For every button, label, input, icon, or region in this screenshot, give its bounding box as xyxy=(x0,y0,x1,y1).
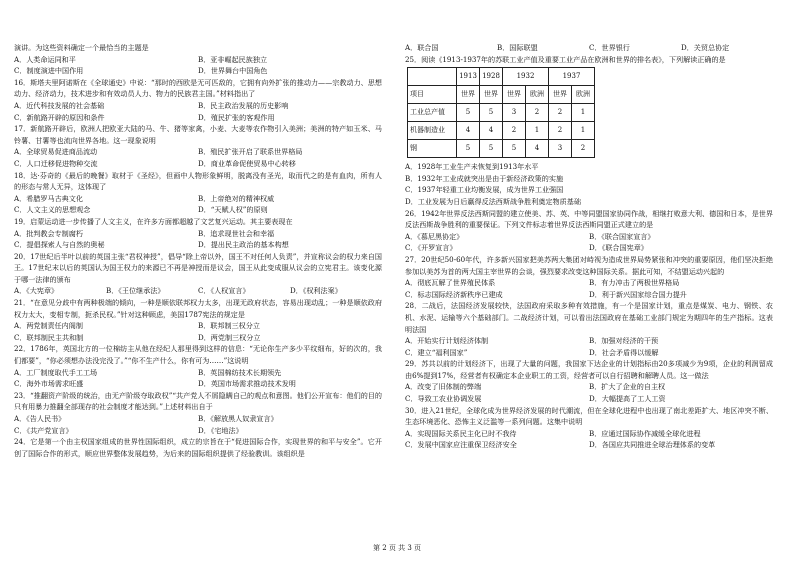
option: C．标志国际经济新秩序已建成 xyxy=(405,289,503,299)
table-header-cell: 欧洲 xyxy=(526,86,549,104)
option: D．世界舞台中国角色 xyxy=(198,66,268,76)
option: C．提倡探索人与自然的奥秘 xyxy=(14,240,105,250)
option-row xyxy=(14,413,382,425)
option-row xyxy=(14,146,382,158)
option: D．英国市场需求推动技术发明 xyxy=(198,379,296,389)
option: D．各国应共同推进全球治理体系的变革 xyxy=(589,440,716,450)
question-text: 29．苏共以前的计划经济下，出现了大量的问题，我国家下达企业的计划指标由20多项减少为9项，企业的利润留成由6%提到17%，经营者有权确定本企业职工的工资，经营者可以自行招聘和解聘人员。这一做法 xyxy=(405,359,773,380)
question-text: B．1932年工业成就突出是由于新经济政策的实施 xyxy=(405,173,564,183)
option-row xyxy=(14,332,382,344)
option: D．商业革命促使贸易中心转移 xyxy=(198,158,296,168)
option: B．加强对经济的干预 xyxy=(589,336,659,346)
option: B．《联合国家宣言》 xyxy=(589,231,655,241)
option-row xyxy=(14,54,382,66)
option: D．“天赋人权”的原则 xyxy=(198,205,268,215)
option-row xyxy=(405,42,773,54)
table-cell: 工业总产值 xyxy=(408,104,457,122)
option: B．《解放黑人奴隶宣言》 xyxy=(198,414,278,423)
option: B．亚非崛起民族独立 xyxy=(198,54,268,64)
option: B．扩大了企业的自主权 xyxy=(589,382,666,392)
option: D．殖民扩张的客观作用 xyxy=(198,112,275,122)
option: C．建立“福利国家” xyxy=(405,347,468,357)
option-row xyxy=(405,231,773,243)
option: C．《人权宣言》 xyxy=(198,286,250,296)
option: A．希腊罗马古典文化 xyxy=(14,193,83,203)
option-row xyxy=(14,320,382,332)
question-text: 23．“推翻资产阶级的统治，由无产阶级夺取政权”“共产党人不屑隐瞒自己的观点和意图。他们公开宣布：他们的目的只有用暴力推翻全部现存的社会制度才能达到。”上述材料出自于 xyxy=(14,390,382,412)
option: A．两党制责任内阁制 xyxy=(14,321,83,331)
option: C．制度演进中国作用 xyxy=(14,66,84,76)
option: D．利于新兴国家综合国力提升 xyxy=(589,289,687,299)
table-cell: 1 xyxy=(572,122,595,140)
option-row xyxy=(14,158,382,170)
option: C．发展中国家应注重保卫经济安全 xyxy=(405,440,517,450)
table-header-cell: 项目 xyxy=(408,86,457,104)
option: D．关贸总协定 xyxy=(681,43,730,52)
table-cell: 5 xyxy=(480,104,503,122)
question-text: 30．进入21世纪，全球化成为世界经济发展的时代潮流，但在全球化进程中也出现了南北差距扩大、地区冲突不断、生态环境恶化、恐怖主义泛滥等一系列问题。这集中说明 xyxy=(405,405,773,427)
question-text: 26．1942年世界反法西斯同盟的建立使美、苏、英、中等同盟国家协同作战，相继打败意大利、德国和日本，是世界反法西斯战争胜利的重要保证。下列文件标志着世界反法西斯同盟正式建立的是 xyxy=(405,208,773,230)
table-cell: 3 xyxy=(503,104,526,122)
table-header-cell: 欧洲 xyxy=(572,86,595,104)
option: D．《联合国宪章》 xyxy=(589,243,648,253)
table-header-cell: 世界 xyxy=(549,86,572,104)
table-header-cell: 1928 xyxy=(480,68,503,86)
option-row xyxy=(405,335,773,347)
option: D．《宅地法》 xyxy=(198,425,243,435)
left-column xyxy=(14,42,382,459)
option-row xyxy=(405,242,773,254)
option: A．《慕尼黑协定》 xyxy=(405,231,464,241)
option-row xyxy=(405,439,773,451)
option-row xyxy=(405,289,773,301)
option-row xyxy=(405,381,773,393)
option: A．近代科技发展的社会基础 xyxy=(14,100,105,110)
question-text: 16．斯塔夫里阿诺斯在《全球通史》中说：“那时的西欧是无可匹敌的，它拥有向外扩张的推动力——宗教动力、思想动力、经济动力，技术进步和有效动员人力、物力的民族君主国。”材料指出了 xyxy=(14,77,382,99)
table-cell: 5 xyxy=(480,140,503,158)
option-row xyxy=(14,378,382,390)
option: D．《权利法案》 xyxy=(290,286,342,296)
option: A．实现国际关系民主化已时不我待 xyxy=(405,428,517,438)
option: B．上帝绝对的精神权威 xyxy=(198,193,275,203)
option: C．联邦制民主共和制 xyxy=(14,332,84,342)
question-text: 27．20世纪50-60年代，许多新兴国家把美苏两大集团对峙视为造成世界局势紧张和冲突的重要原因，他们坚决拒绝参加以美苏为首的两大国主宰世界的会谈，强烈要求改变这种国际关系。据此可知，不结盟运动兴起的 xyxy=(405,254,773,276)
option-row xyxy=(14,65,382,77)
option: C．《开罗宣言》 xyxy=(405,243,457,253)
option: C．新航路开辟的原因和条件 xyxy=(14,112,105,122)
option: B．追求现世社会和幸福 xyxy=(198,228,275,238)
question-text: 25．阅读《1913-1937年的苏联工业产值及重要工业产品在欧洲和世界的排名表》，下列解读正确的是 xyxy=(405,54,726,64)
table-cell: 2 xyxy=(526,104,549,122)
table-cell: 2 xyxy=(572,140,595,158)
table-cell: 5 xyxy=(457,140,480,158)
option: B．有力冲击了两极世界格局 xyxy=(589,278,680,288)
option-row xyxy=(14,100,382,112)
question-text: A．1928年工业生产未恢复到1913年水平 xyxy=(405,162,539,172)
option: C．导致工农业协调发展 xyxy=(405,394,482,404)
option: C．人文主义的思想观念 xyxy=(14,205,91,215)
question-text: D．工业发展为日后赢得反法西斯战争胜利奠定物质基础 xyxy=(405,196,581,206)
table-cell: 5 xyxy=(503,140,526,158)
table-header-cell: 1937 xyxy=(549,68,595,86)
table-row xyxy=(408,140,595,158)
option: D．社会矛盾得以缓解 xyxy=(589,347,659,357)
table-cell: 2 xyxy=(549,104,572,122)
question-text: 演讲。为这些资料确定一个最恰当的主题是 xyxy=(14,43,149,52)
table-cell: 5 xyxy=(457,104,480,122)
question-text: 22．1786年，英国北方的一位棉纺主从他在经纪人那里得到这样的信息：“无论你生产多少平纹细布，好的次的，我们都要”，“你必须想办法没完没了。”“你不生产什么，你有可为……”这说明 xyxy=(14,344,382,366)
option-row xyxy=(405,347,773,359)
option-row xyxy=(405,393,773,405)
option: A．工厂制度取代手工工场 xyxy=(14,367,98,377)
option: B．英国棉纺技术长期领先 xyxy=(198,367,282,377)
option: B．国际联盟 xyxy=(497,43,538,52)
option: A．彻底瓦解了世界殖民体系 xyxy=(405,278,496,288)
option: C．人口迁移促进物种交流 xyxy=(14,158,98,168)
table-row xyxy=(408,122,595,140)
table-cell: 钢 xyxy=(408,140,457,158)
ussr-ranking-table xyxy=(407,67,595,158)
option-row xyxy=(405,428,773,440)
table-row xyxy=(408,104,595,122)
question-text: 20．17世纪后半叶以前的英国主张“君权神授”，倡导“除上帝以外，国王不对任何人负责”，并宣称议会的权力来自国王。17世纪末以后的英国认为国王权力的来源已不再是神授而是议会，国王从此变成服从议会的立宪君主。该变化源于哪一法律的颁布 xyxy=(14,251,382,284)
table-cell: 2 xyxy=(549,122,572,140)
option: B．联邦制三权分立 xyxy=(198,321,260,331)
table-cell: 机器制造业 xyxy=(408,122,457,140)
question-text: 17．新航路开辟后，欧洲人把欧亚大陆的马、牛、猪等家禽，小麦、大麦等农作物引入美洲；美洲的特产如玉米、马铃薯、甘薯等也流向世界各地。这一现象说明 xyxy=(14,124,382,145)
option-row xyxy=(14,112,382,124)
option: C．海外市场需求旺盛 xyxy=(14,379,84,389)
option: B．民主政治发展的历史影响 xyxy=(198,100,289,110)
question-text: 21．“在意见分歧中有两种极端的倾向，一种是顺依联邦权力太多，出现无政府状态，容易出现动乱；一种是顺依政府权力太大，变相专制，扼杀民权。”针对这种顾虑，美国1787宪法的规定是 xyxy=(14,298,382,319)
table-cell: 4 xyxy=(526,140,549,158)
option-row xyxy=(14,228,382,240)
option-row xyxy=(14,204,382,216)
question-text: 18．达·芬奇的《最后的晚餐》取材于《圣经》，但画中人物形象鲜明，脱离没有圣光，取而代之的是有血肉，所有人的形态与常人无异，这体现了 xyxy=(14,170,382,192)
option: A．《大宪章》 xyxy=(14,286,59,296)
option: D．大幅提高了工人工资 xyxy=(589,394,666,404)
table-cell: 4 xyxy=(457,122,480,140)
option: C．世界银行 xyxy=(589,43,630,52)
question-text: C．1937年轻重工业均衡发展，成为世界工业强国 xyxy=(405,185,564,195)
option: A．《告人民书》 xyxy=(14,414,66,423)
option-row xyxy=(14,367,382,379)
question-text: 28．二战后，法国经济发展较快，法国政府采取多种有效措施，有一个是国家计划，重点是煤炭、电力、钢铁、农机、水泥、运输等六个基础部门。二战经济计划，可以看出法国政府在基础工业部门规定为期四年的生产指标。这表明法国 xyxy=(405,301,773,334)
option: B．《王位继承法》 xyxy=(106,286,165,296)
question-text: 19．启蒙运动进一步传播了人文主义，在许多方面都超越了文艺复兴运动。其主要表现在 xyxy=(14,216,293,226)
option-row xyxy=(14,193,382,205)
option: A．开始实行计划经济体制 xyxy=(405,336,489,346)
option: A．人类命运同和平 xyxy=(14,54,76,64)
table-header-cell: 世界 xyxy=(480,86,503,104)
option: A．联合国 xyxy=(405,43,439,52)
option-row xyxy=(14,285,382,297)
table-cell: 3 xyxy=(549,140,572,158)
table-header-cell: 世界 xyxy=(457,86,480,104)
option: B．应通过国际协作减缓全球化进程 xyxy=(589,428,701,438)
option: A．批判教会专制腐朽 xyxy=(14,228,83,238)
option: B．殖民扩张开启了联系世界格局 xyxy=(198,147,303,157)
table-cell: 2 xyxy=(503,122,526,140)
table-cell: 4 xyxy=(480,122,503,140)
option: D．两党制三权分立 xyxy=(198,332,261,342)
table-header-cell: 世界 xyxy=(503,86,526,104)
table-header-cell: 1932 xyxy=(503,68,549,86)
option: A．全球贸易促进商品流动 xyxy=(14,147,98,157)
question-text: 24．它是第一个由主权国家组成的世界性国际组织，成立的宗旨在于“促进国际合作，实现世界的和平与安全”。它开创了国际合作的形式，顺应世界整体发展趋势，为后来的国际组织提供了经验教训。该组织是 xyxy=(14,437,382,458)
option: D．提出民主政治的基本构想 xyxy=(198,240,289,250)
option-row xyxy=(14,239,382,251)
right-column xyxy=(405,42,773,451)
table-cell: 1 xyxy=(526,122,549,140)
page-footer: 第 2 页 共 3 页 xyxy=(372,544,422,552)
option: C．《共产党宣言》 xyxy=(14,425,73,435)
table-cell xyxy=(408,68,457,86)
table-header-cell: 1913 xyxy=(457,68,480,86)
option: A．改变了旧体制的弊端 xyxy=(405,382,482,392)
table-cell: 1 xyxy=(572,104,595,122)
option-row xyxy=(14,425,382,437)
option-row xyxy=(405,277,773,289)
